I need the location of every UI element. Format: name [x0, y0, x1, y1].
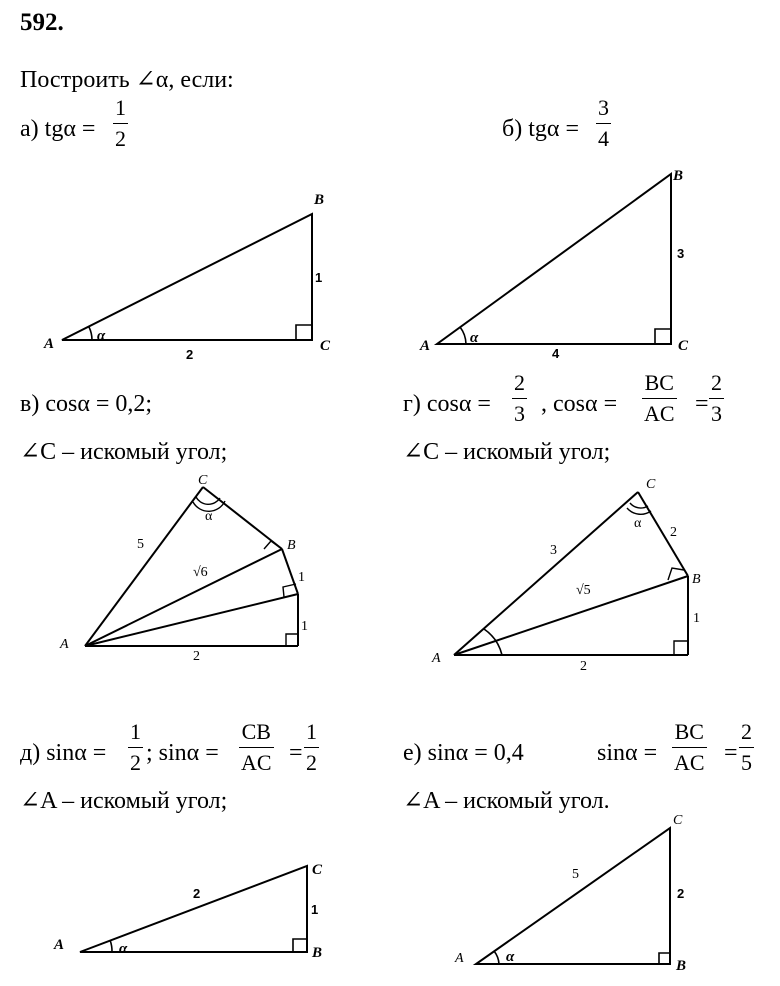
fig-a-angle: α	[97, 328, 106, 344]
fig-g-side-bottom: 2	[580, 659, 587, 674]
figure-g-triangles	[454, 492, 688, 655]
fig-e-vertex-a: A	[455, 951, 464, 966]
part-a-num: 1	[115, 95, 126, 120]
fig-g-vertex-c: C	[646, 477, 656, 492]
part-b-num: 3	[598, 95, 609, 120]
part-d-num: 1	[130, 719, 141, 744]
part-g-label2: , cosα =	[541, 391, 618, 417]
segment-ac	[454, 492, 638, 655]
part-v-note: ∠C – искомый угол;	[20, 439, 228, 465]
triangle-b	[437, 174, 671, 344]
fig-v-vertex-a: A	[60, 637, 69, 652]
part-e-num3: 2	[741, 719, 752, 744]
part-d-label2: ; sinα =	[146, 740, 219, 766]
fig-b-side-bc: 3	[677, 246, 685, 261]
segment-ab	[85, 549, 282, 646]
angle-arc	[460, 327, 466, 344]
fig-g-vertex-a: A	[432, 651, 441, 666]
part-e-note: ∠A – искомый угол.	[403, 788, 610, 814]
fig-g-side-1: 1	[693, 611, 700, 626]
part-g-label: г) cosα =	[403, 391, 491, 417]
angle-arc	[110, 940, 112, 952]
fig-g-side-ab: √5	[576, 583, 591, 598]
part-g-num3: 2	[711, 370, 722, 395]
part-e-num2: BC	[674, 719, 704, 744]
part-a-label: а) tgα =	[20, 116, 96, 142]
right-angle-mark	[659, 953, 670, 964]
fig-v-side-bottom: 2	[193, 649, 200, 664]
part-e-den2: AC	[674, 750, 705, 775]
right-angle-mark	[286, 634, 298, 646]
part-g-den2: AC	[644, 401, 675, 426]
triangle-d	[80, 866, 307, 952]
fig-e-side-cb: 2	[677, 886, 685, 901]
fig-v-side-ca: 5	[137, 537, 144, 552]
fig-d-side-ac: 2	[193, 886, 201, 901]
fig-v-side-1: 1	[298, 570, 305, 585]
figure-e-triangle	[476, 828, 670, 964]
fig-e-angle: α	[506, 949, 515, 965]
figure-d-triangle	[80, 866, 307, 952]
segment-cb	[203, 487, 282, 549]
fig-g-side-cb: 2	[670, 525, 677, 540]
right-angle-mark	[655, 329, 671, 344]
fig-g-angle: α	[634, 516, 642, 531]
part-a-den: 2	[115, 126, 126, 151]
right-angle-mark	[264, 541, 282, 549]
part-g-den3: 3	[711, 401, 722, 426]
figure-v-triangles	[85, 487, 298, 646]
fig-g-vertex-b: B	[692, 572, 701, 587]
part-d-num3: 1	[306, 719, 317, 744]
part-b-den: 4	[598, 126, 609, 151]
fig-b-vertex-a: A	[420, 338, 431, 354]
fig-b-angle: α	[470, 330, 479, 346]
angle-arc	[494, 951, 499, 964]
part-d-den2: AC	[241, 750, 272, 775]
part-d-note: ∠A – искомый угол;	[20, 788, 228, 814]
fig-d-vertex-c: C	[312, 862, 323, 878]
part-d-eq: =	[289, 740, 303, 766]
fig-v-side-ab: √6	[193, 565, 208, 580]
part-d-label: д) sinα =	[20, 740, 107, 766]
right-angle-mark	[293, 939, 307, 952]
fig-e-side-ac: 5	[572, 867, 579, 882]
segment-cb	[638, 492, 688, 576]
fig-a-side-bc: 1	[315, 270, 323, 285]
right-angle-mark	[296, 325, 312, 340]
right-angle-mark	[674, 641, 688, 655]
fig-a-side-ac: 2	[186, 347, 194, 362]
fig-b-side-ac: 4	[552, 346, 560, 361]
part-e-label2: sinα =	[597, 740, 658, 766]
part-g-eq: =	[695, 391, 709, 417]
fig-v-vertex-c: C	[198, 473, 208, 488]
fig-g-side-ca: 3	[550, 543, 557, 558]
fig-d-side-cb: 1	[311, 902, 319, 917]
part-d-num2: CB	[241, 719, 271, 744]
fig-e-vertex-c: C	[673, 813, 683, 828]
fig-v-side-2: 1	[301, 619, 308, 634]
triangle-e	[476, 828, 670, 964]
fig-d-vertex-b: B	[312, 945, 323, 961]
fig-a-vertex-a: A	[44, 336, 55, 352]
fig-v-angle: α	[205, 509, 213, 524]
part-g-den: 3	[514, 401, 525, 426]
fig-a-vertex-b: B	[314, 192, 325, 208]
part-d-den: 2	[130, 750, 141, 775]
segment-ab	[454, 576, 688, 655]
fig-e-vertex-b: B	[676, 958, 687, 974]
intro-text: Построить ∠α, если:	[20, 67, 234, 93]
fig-b-vertex-b: B	[673, 168, 684, 184]
fig-d-vertex-a: A	[54, 937, 65, 953]
figure-b-triangle	[437, 174, 671, 344]
figure-a-triangle	[62, 214, 312, 340]
part-e-eq: =	[724, 740, 738, 766]
part-g-num: 2	[514, 370, 525, 395]
part-e-label: е) sinα = 0,4	[403, 740, 524, 766]
part-b-label: б) tgα =	[502, 116, 579, 142]
part-e-den3: 5	[741, 750, 752, 775]
fig-v-vertex-b: B	[287, 538, 296, 553]
part-d-den3: 2	[306, 750, 317, 775]
fig-b-vertex-c: C	[678, 338, 689, 354]
angle-arc	[89, 327, 92, 340]
triangle-a	[62, 214, 312, 340]
part-v-label: в) cosα = 0,2;	[20, 391, 153, 417]
part-g-num2: BC	[644, 370, 674, 395]
part-g-note: ∠C – искомый угол;	[403, 439, 611, 465]
problem-number: 592.	[20, 9, 64, 36]
fig-a-vertex-c: C	[320, 338, 331, 354]
fig-d-angle: α	[119, 941, 128, 957]
